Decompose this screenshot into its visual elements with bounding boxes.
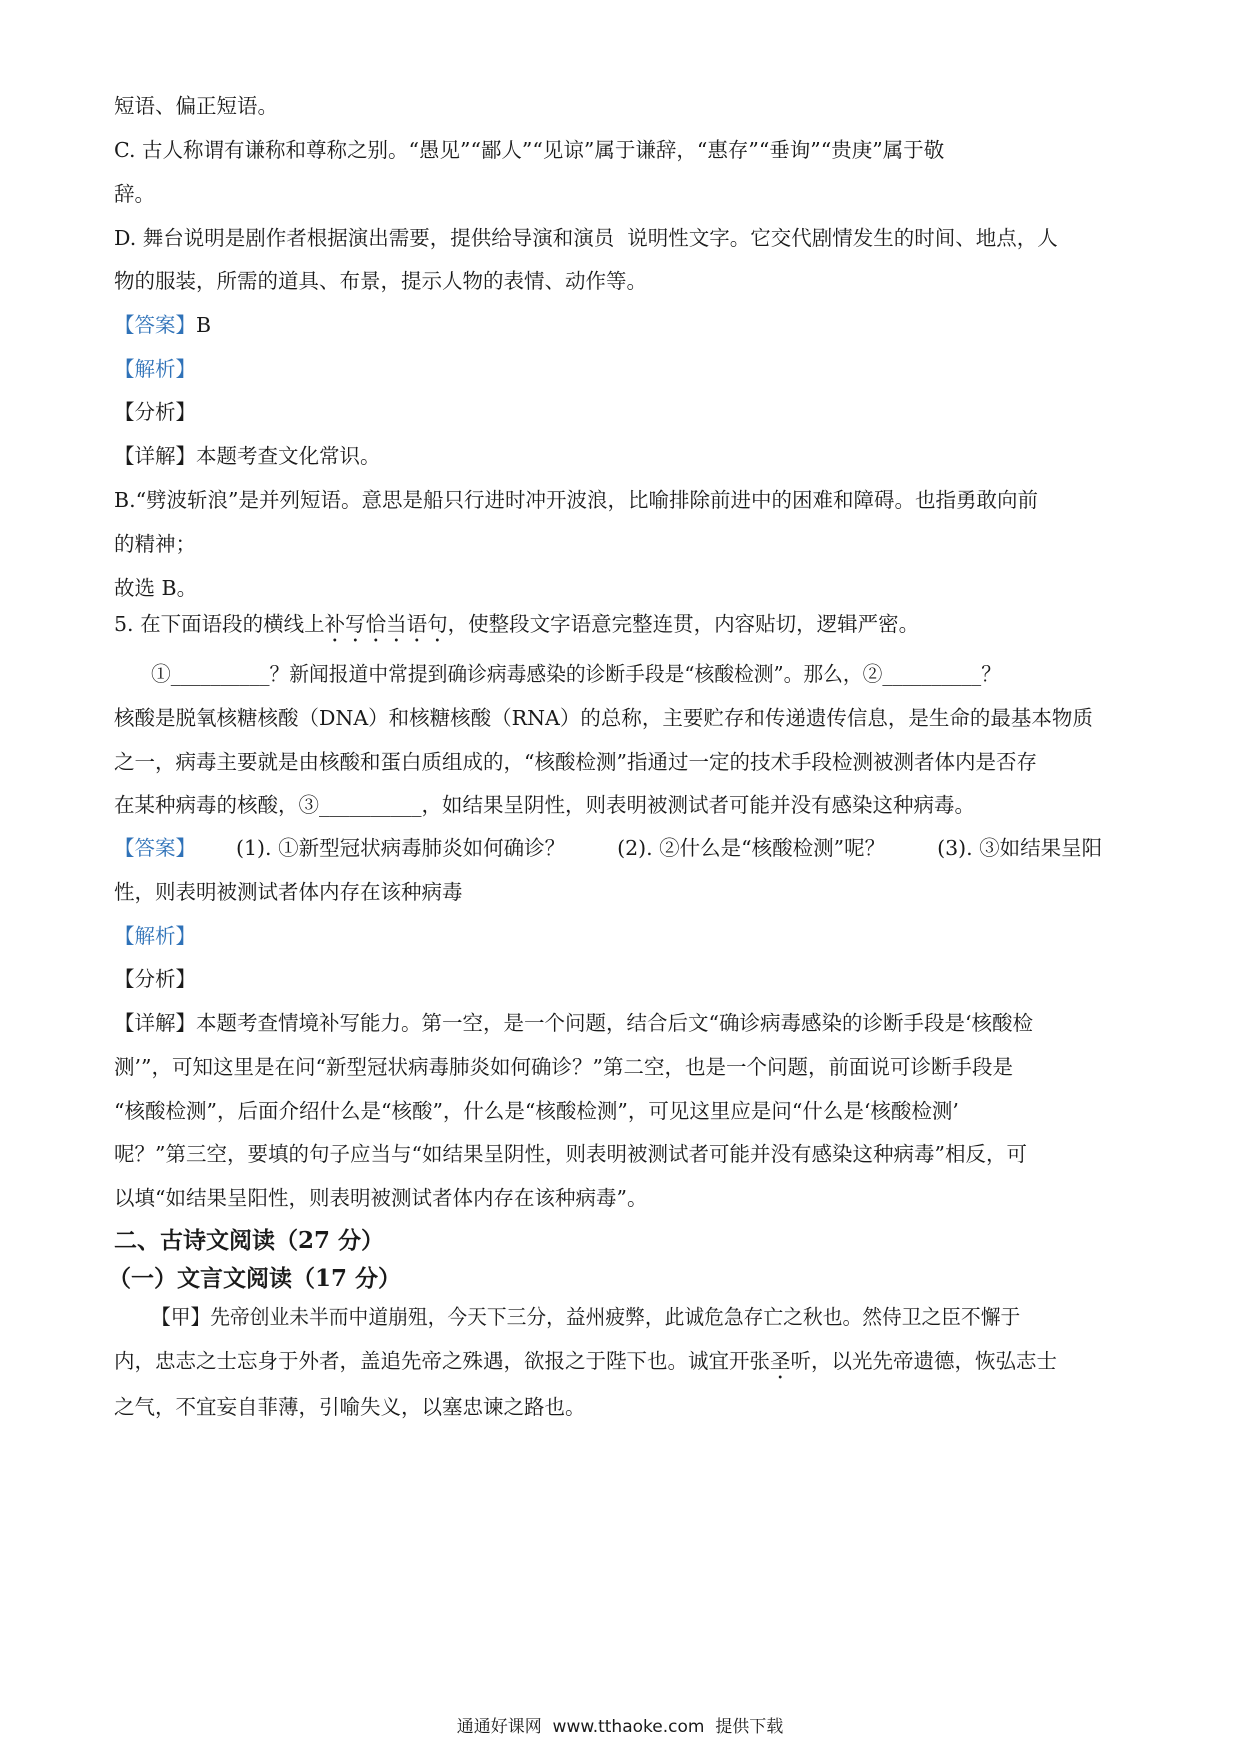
text-line: 以填“如结果呈阳性，则表明被测试者体内存在该种病毒”。: [114, 1186, 648, 1210]
text-line: B.“劈波斩浪”是并列短语。意思是船只行进时冲开波浪，比喻排除前进中的困难和障碍。也指勇敢向前: [114, 488, 1039, 512]
text-line: 物的服装，所需的道具、布景，提示人物的表情、动作等。: [114, 269, 647, 293]
subsection-heading: （一）文言文阅读（17 分）: [108, 1265, 402, 1292]
detail-line: 【详解】本题考查情境补写能力。第一空，是一个问题，结合后文“确诊病毒感染的诊断手段是‘核酸检: [114, 1011, 1033, 1035]
classical-passage-line: 内，忠志之士忘身于外者，盖追先帝之殊遇，欲报之于陛下也。诚宜开张圣听，以光先帝遗德，恢弘志士: [114, 1347, 1134, 1384]
analysis-sub-label: 【分析】: [114, 967, 196, 991]
answer-label: 【答案】: [114, 313, 196, 337]
emphasized-text: 圣: [770, 1349, 791, 1373]
passage-line: 核酸是脱氧核糖核酸（DNA）和核糖核酸（RNA）的总称，主要贮存和传递遗传信息，是生命的最基本物质: [114, 706, 1093, 730]
detail-line: 【详解】本题考查文化常识。: [114, 444, 381, 468]
text-line: 辞。: [114, 182, 155, 206]
section-heading: 二、古诗文阅读（27 分）: [114, 1227, 385, 1254]
passage-line: 之一，病毒主要就是由核酸和蛋白质组成的，“核酸检测”指通过一定的技术手段检测被测者体内是否存: [114, 750, 1037, 774]
classical-passage-line: 之气，不宜妄自菲薄，引喻失义，以塞忠谏之路也。: [114, 1395, 586, 1419]
question-5-stem: 5. 在下面语段的横线上补写恰当语句，使整段文字语意完整连贯，内容贴切，逻辑严密。: [114, 610, 1134, 647]
text-line: “核酸检测”，后面介绍什么是“核酸”，什么是“核酸检测”，可见这里应是问“什么是‘核酸检测’: [114, 1099, 959, 1123]
option-d-line: D. 舞台说明是剧作者根据演出需要，提供给导演和演员 说明性文字。它交代剧情发生的时间、地点，人: [114, 226, 1058, 250]
text-line: 测’”，可知这里是在问“新型冠状病毒肺炎如何确诊？”第二空，也是一个问题，前面说可诊断手段是: [114, 1055, 1013, 1079]
passage-line: 在某种病毒的核酸，③__________，如结果呈阴性，则表明被测试者可能并没有感染这种病毒。: [114, 793, 975, 817]
answer-value: B: [196, 313, 212, 337]
analysis-sub-label: 【分析】: [114, 400, 196, 424]
answer-label: 【答案】: [114, 836, 196, 860]
analysis-label: 【解析】: [114, 924, 196, 948]
emphasized-text: 补写恰当语句: [324, 612, 448, 636]
classical-passage-line: 【甲】先帝创业未半而中道崩殂，今天下三分，益州疲弊，此诚危急存亡之秋也。然侍卫之臣不懈于: [151, 1305, 1021, 1329]
page-footer: 通通好课网 www.tthaoke.com 提供下载: [456, 1717, 784, 1737]
text-line: 短语、偏正短语。: [114, 94, 278, 118]
text-line: 性，则表明被测试者体内存在该种病毒: [114, 880, 463, 904]
answer-line: 【答案】 (1). ①新型冠状病毒肺炎如何确诊？ (2). ②什么是“核酸检测”呢？ (3). ③如结果呈阳: [114, 836, 1103, 860]
passage-line: ①__________？新闻报道中常提到确诊病毒感染的诊断手段是“核酸检测”。那么，②__________？: [151, 662, 1001, 686]
analysis-label: 【解析】: [114, 357, 196, 381]
answer-line: [114, 311, 1134, 339]
option-c-line: C. 古人称谓有谦称和尊称之别。“愚见”“鄙人”“见谅”属于谦辞，“惠存”“垂询”“贵庚”属于敬: [114, 138, 945, 162]
text-line: 的精神；: [114, 532, 196, 556]
text-line: 故选 B。: [114, 576, 198, 600]
text-line: 呢？”第三空，要填的句子应当与“如结果呈阴性，则表明被测试者可能并没有感染这种病毒”相反，可: [114, 1142, 1027, 1166]
